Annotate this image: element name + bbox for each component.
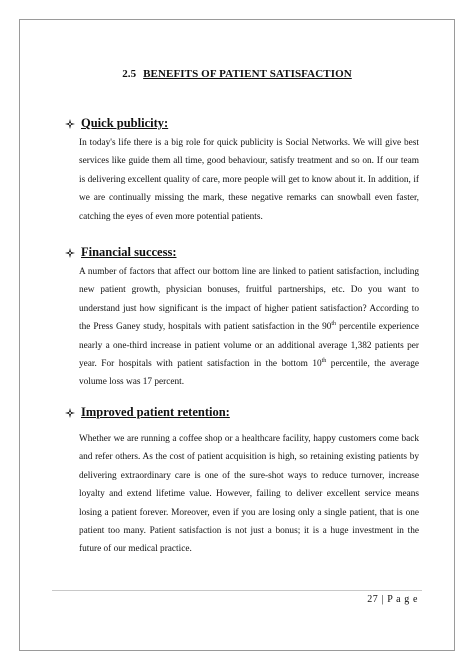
footer-divider — [52, 590, 422, 591]
section-heading — [65, 116, 419, 131]
page-number: 27 — [367, 594, 379, 605]
page-footer — [367, 594, 418, 605]
section-title-text: BENEFITS OF PATIENT SATISFACTION — [143, 68, 352, 80]
paragraph: Whether we are running a coffee shop or a healthcare facility, happy customers come back and refer others. As the cost of patient acquisition is high, so retaining existing patients by delivering extraordinary care is one of the sure-shot ways to reduce turnover, increase loyalty and extend lifetime value. However, failing to deliver excellent service means losing a patient forever. Moreover, even if you are losing only a single patient, that is one patient too many. Patient satisfaction is not just a bonus; it is a huge investment in the future of our medical practice. — [79, 434, 419, 555]
page-label: P a g e — [387, 594, 418, 605]
section-title — [0, 68, 474, 80]
section-number: 2.5 — [122, 68, 137, 80]
section-heading — [65, 245, 419, 260]
section-financial-success — [65, 245, 419, 392]
diamond-bullet-icon — [65, 408, 75, 418]
heading-label: Improved patient retention: — [81, 405, 230, 419]
section-improved-patient-retention — [65, 405, 419, 559]
paragraph-text: percentile, the average volume loss was 17 percent. — [79, 359, 420, 388]
diamond-bullet-icon — [65, 119, 75, 129]
section-quick-publicity — [65, 116, 419, 226]
paragraph-text: A number of factors that affect our bottom line are linked to patient satisfaction, including new patient growth, physician bonuses, fruitful partnerships, etc. Do you want to understand just how significant is the impact of higher patient satisfaction? According to the Press Ganey study, hospitals with patient satisfaction in the 90 — [79, 267, 419, 333]
section-heading — [65, 405, 419, 420]
paragraph — [65, 263, 419, 392]
heading-label: Financial success: — [81, 245, 177, 259]
footer-separator: | — [381, 594, 385, 605]
paragraph-text: percentile experience nearly a one-third increase in patient volume or an additional average 1,382 patients per year. For hospitals with patient satisfaction in the bottom 10 — [79, 322, 419, 370]
paragraph: In today's life there is a big role for quick publicity is Social Networks. We will give best services like guide them all time, good behaviour, satisfy treatment and so on. If our team is delivering excellent quality of care, more people will get to know about it. In addition, if we are continually missing the mark, these negative remarks can snowball even faster, catching the eyes of even more potential patients. — [79, 138, 419, 222]
diamond-bullet-icon — [65, 248, 75, 258]
superscript: th — [321, 357, 327, 364]
superscript: th — [331, 321, 337, 328]
heading-label: Quick publicity: — [81, 116, 169, 130]
